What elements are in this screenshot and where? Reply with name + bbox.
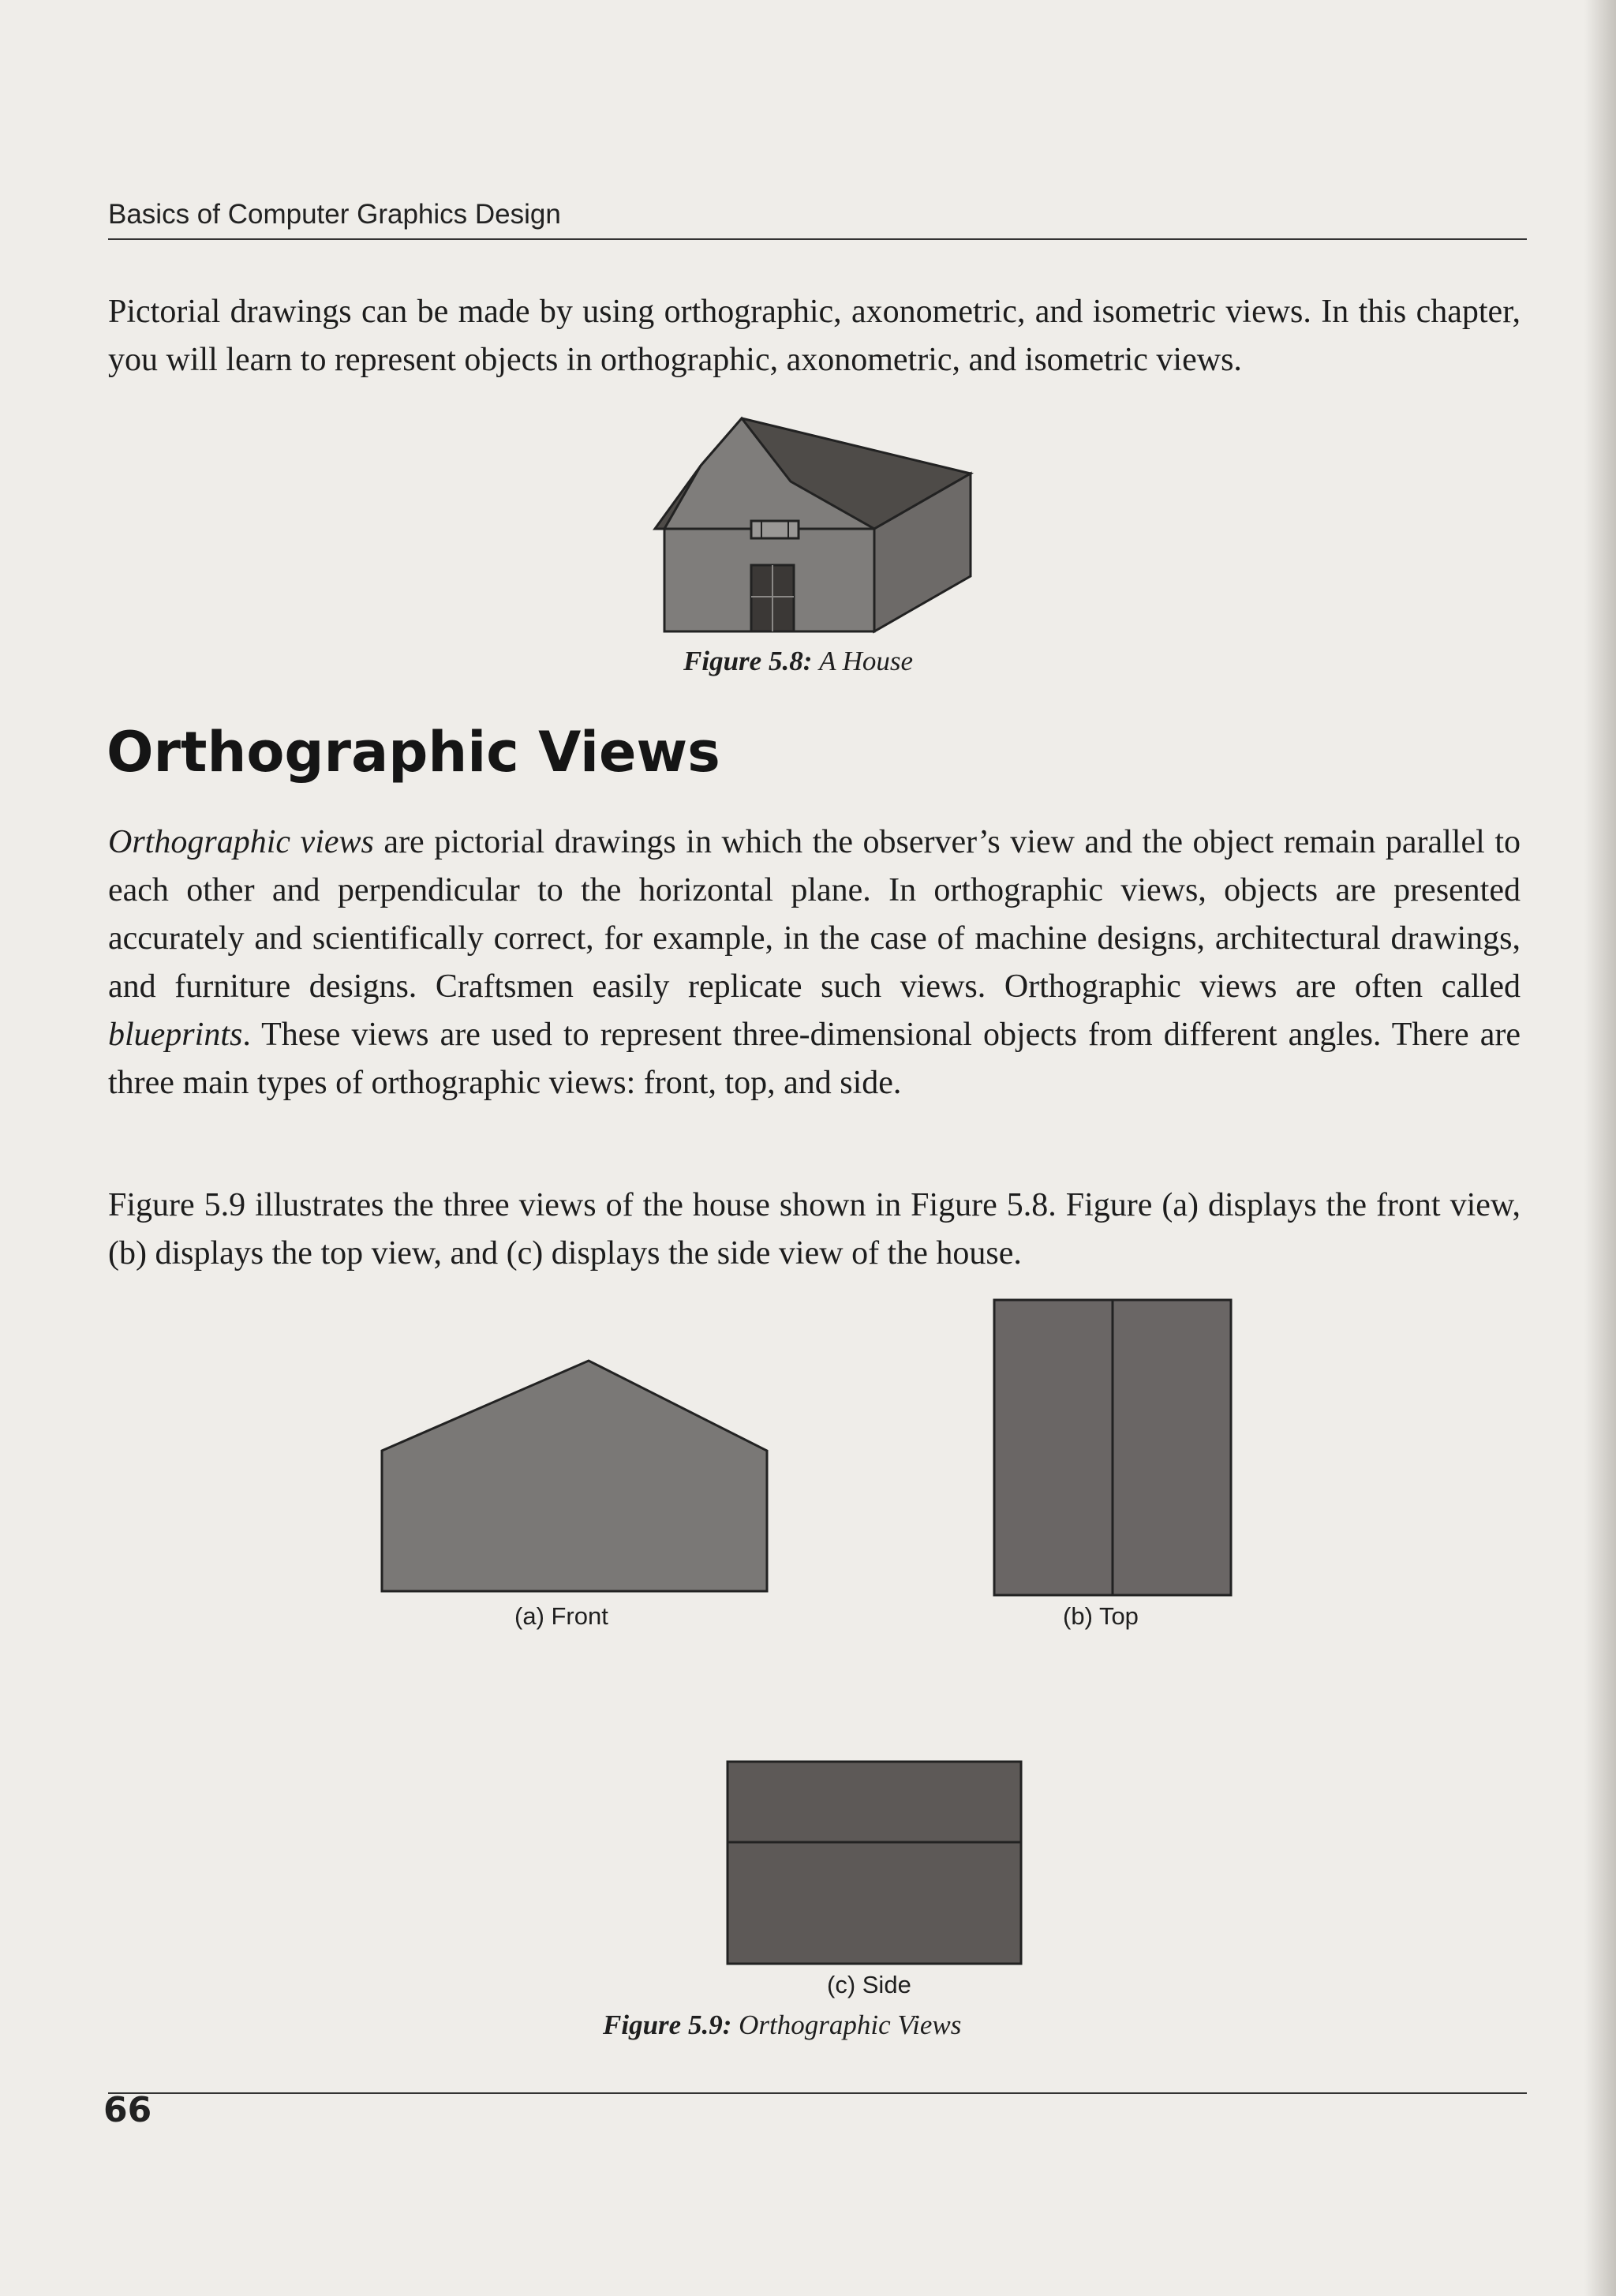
figure-reference-paragraph: Figure 5.9 illustrates the three views of the house shown in Figure 5.8. Figure (a) displays the front view, (b) displays the top view, and (c) displays the side view of the house. [108,1187,1521,1272]
figure-5-9-title: Orthographic Views [739,2009,962,2040]
running-head: Basics of Computer Graphics Design [108,199,561,230]
paragraph-1-part-1: are pictorial drawings in which the observer’s view and the object remain parallel to each other and perpendicular to the horizontal plane. In orthographic views, objects are presented accurately and scientifically correct, for example, in the case of machine designs, architectural drawings, and furniture designs. Craftsmen easily replicate such views. Orthographic views are often called [108,824,1521,1005]
section-heading: Orthographic Views [107,720,720,785]
paragraph-1-part-2: . These views are used to represent three-dimensional objects from different angles. There are three main types of orthographic views: front, top, and side. [108,1017,1521,1101]
front-view-drawing [379,1358,770,1594]
side-view-caption: (c) Side [827,1971,911,1998]
top-view-caption: (b) Top [1063,1602,1139,1630]
figure-5-9-label: Figure 5.9: [603,2009,732,2040]
intro-paragraph: Pictorial drawings can be made by using orthographic, axonometric, and isometric views. In this chapter, you will learn to represent objects in orthographic, axonometric, and isometric views. [108,294,1521,378]
figure-5-9-caption [603,2009,961,2041]
figure-5-8-title: A House [819,646,914,676]
header-rule [108,238,1527,240]
front-view-caption: (a) Front [514,1602,608,1630]
lead-term: Orthographic views [108,824,374,860]
orthographic-paragraph [108,818,1521,1107]
footer-rule [108,2092,1527,2094]
page-number: 66 [103,2090,152,2130]
house-window [751,521,799,538]
page-edge-shadow [1584,0,1616,2296]
figure-5-8-caption [683,646,913,677]
side-view-drawing [726,1760,1023,1965]
italic-term: blueprints [108,1017,243,1053]
figure-5-8-label: Figure 5.8: [683,646,813,676]
top-view-drawing [993,1298,1233,1597]
house-illustration [655,418,986,639]
